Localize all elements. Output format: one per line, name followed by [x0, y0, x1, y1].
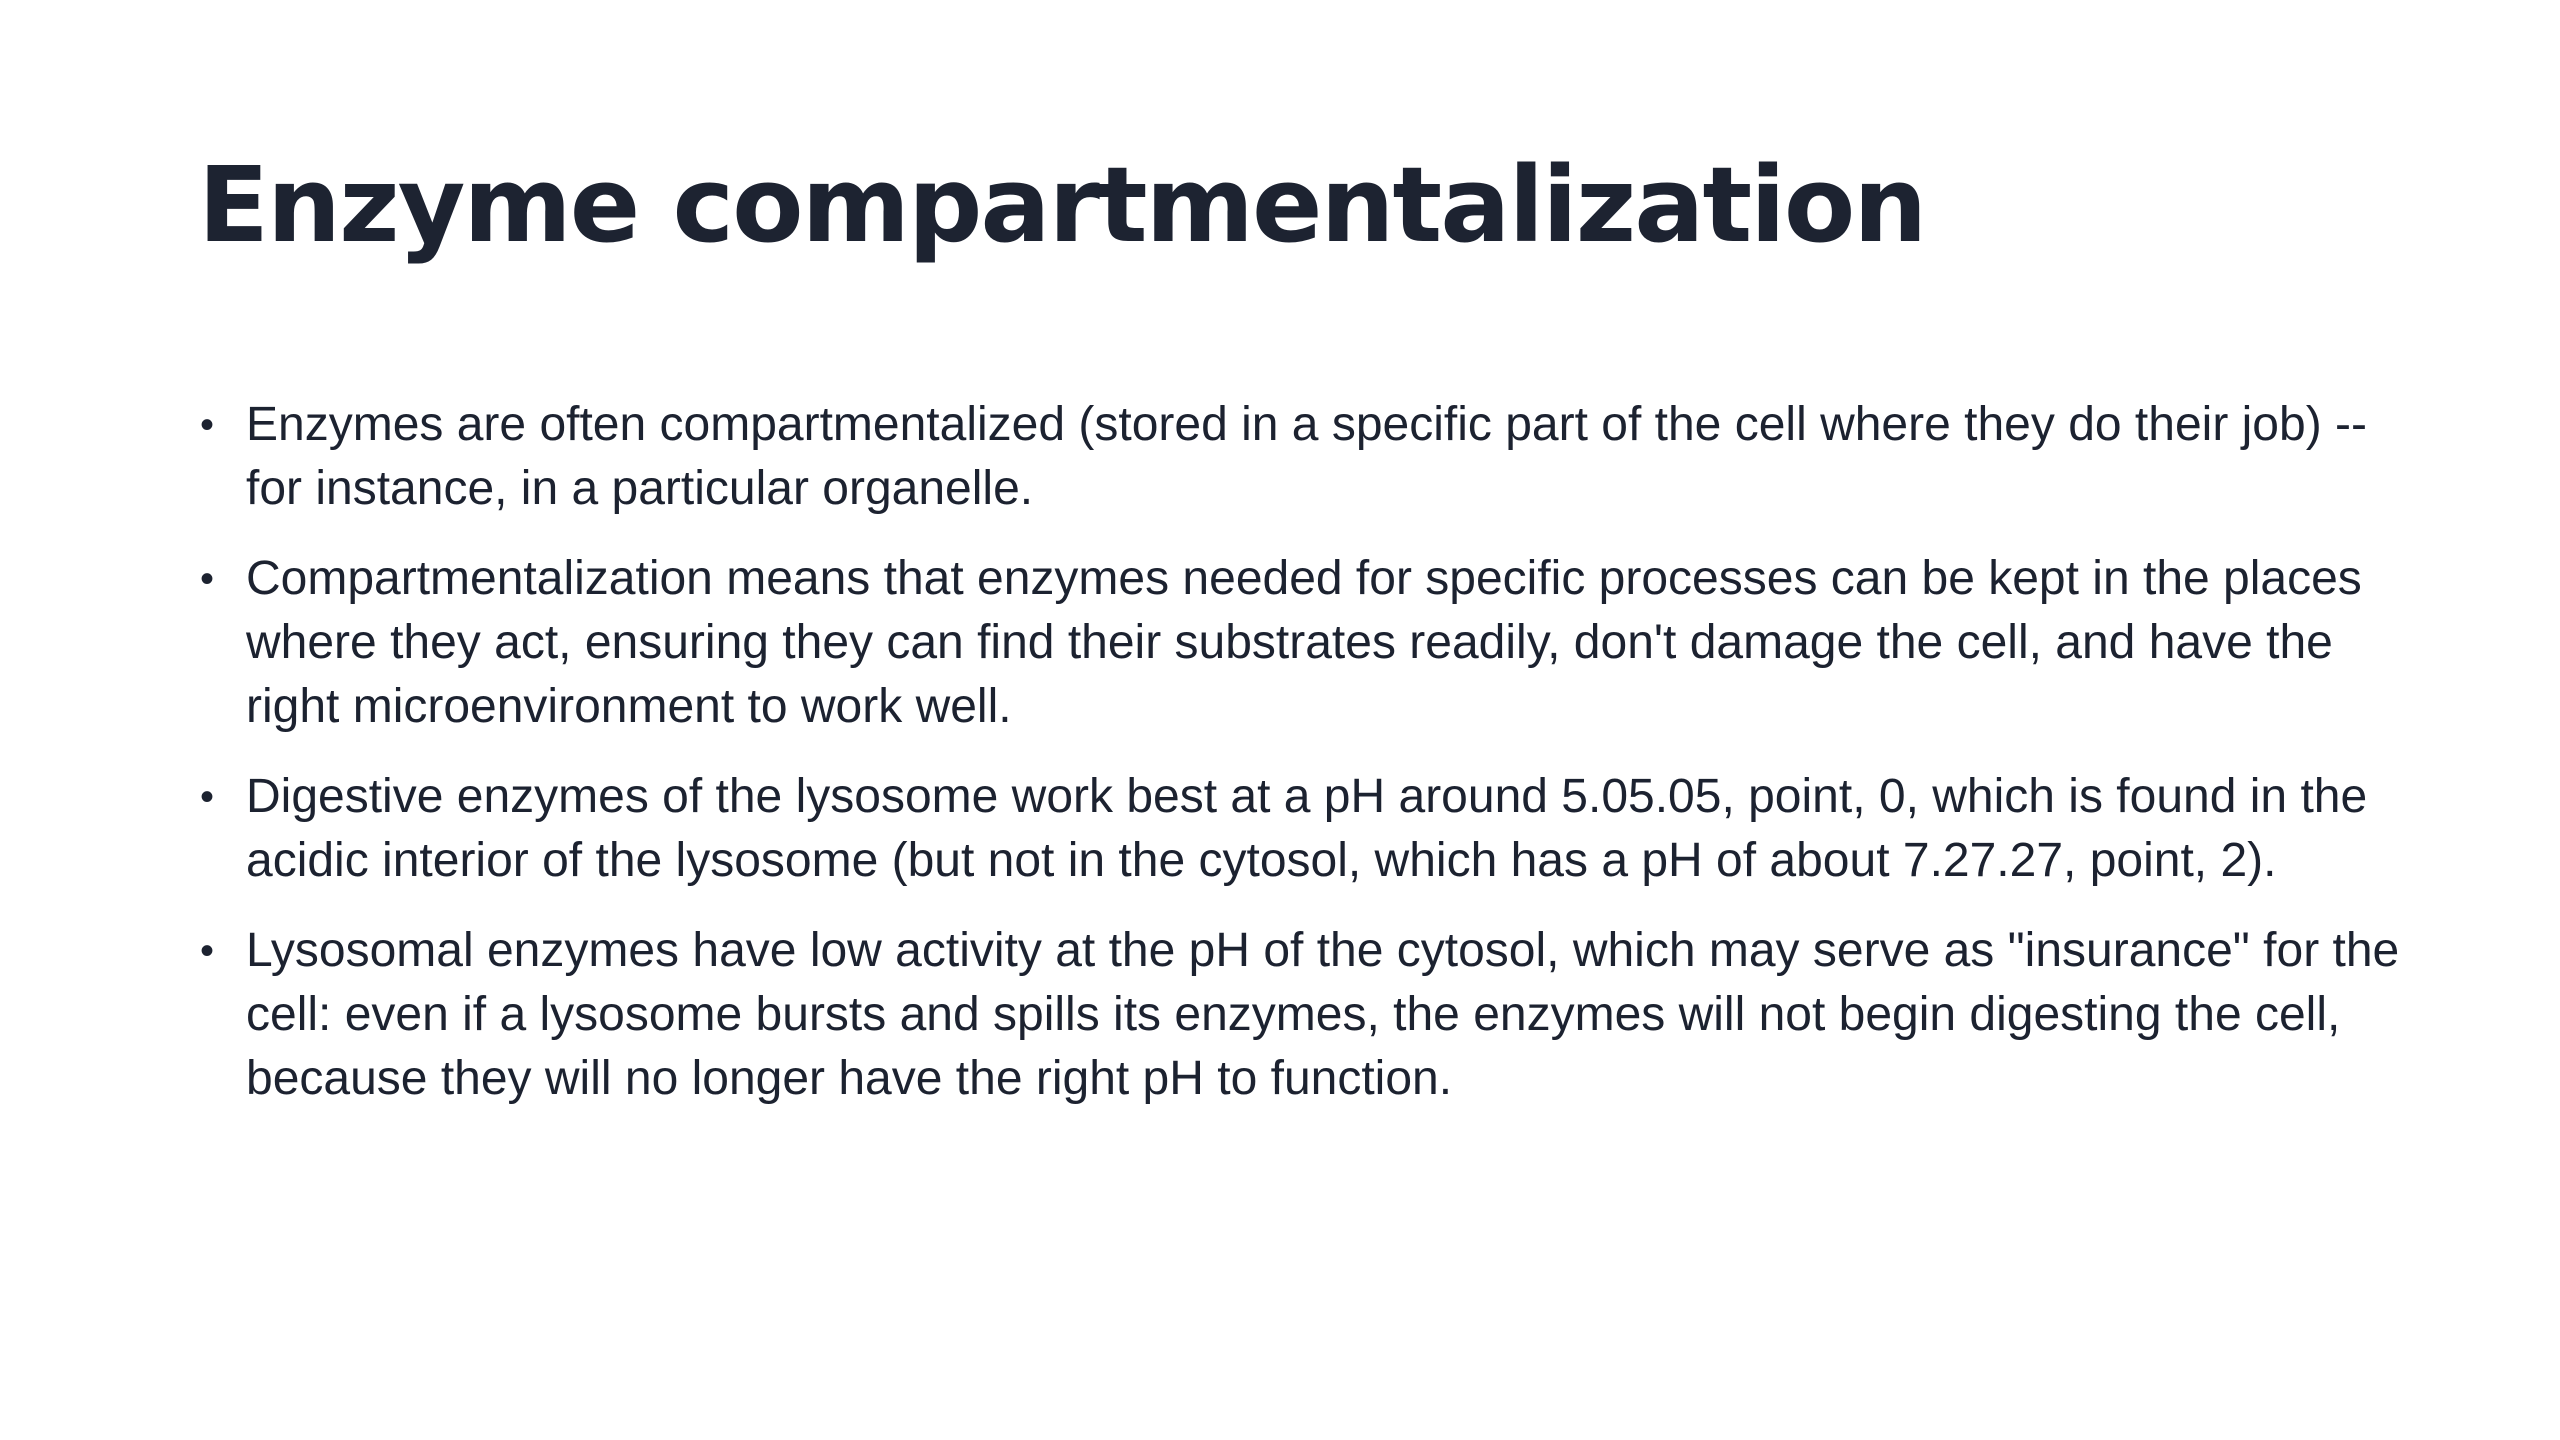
bullet-item [200, 547, 2410, 739]
bullet-icon: • [200, 557, 215, 601]
bullet-text: Enzymes are often compartmentalized (stored in a specific part of the cell where they do their job) -- for instance, in a particular organelle. [246, 398, 2367, 515]
bullet-text: Lysosomal enzymes have low activity at the pH of the cytosol, which may serve as "insurance" for the cell: even if a lysosome bursts and spills its enzymes, the enzymes will not begin digesting the cell, because they will no longer have the right pH to function. [246, 924, 2400, 1105]
bullet-item [200, 393, 2410, 521]
bullet-icon: • [200, 929, 215, 973]
bullet-item [200, 765, 2410, 893]
bullet-list [200, 393, 2410, 1137]
bullet-text: Compartmentalization means that enzymes needed for specific processes can be kept in the places where they act, ensuring they can find their substrates readily, don't damage the cell, and have the right microenvironment to work well. [246, 552, 2362, 733]
bullet-text: Digestive enzymes of the lysosome work best at a pH around 5.05.05, point, 0, which is found in the acidic interior of the lysosome (but not in the cytosol, which has a pH of about 7.27.27, point, 2). [246, 770, 2368, 887]
bullet-icon: • [200, 403, 215, 447]
bullet-item [200, 919, 2410, 1111]
bullet-icon: • [200, 775, 215, 819]
slide-title: Enzyme compartmentalization [198, 144, 1926, 266]
